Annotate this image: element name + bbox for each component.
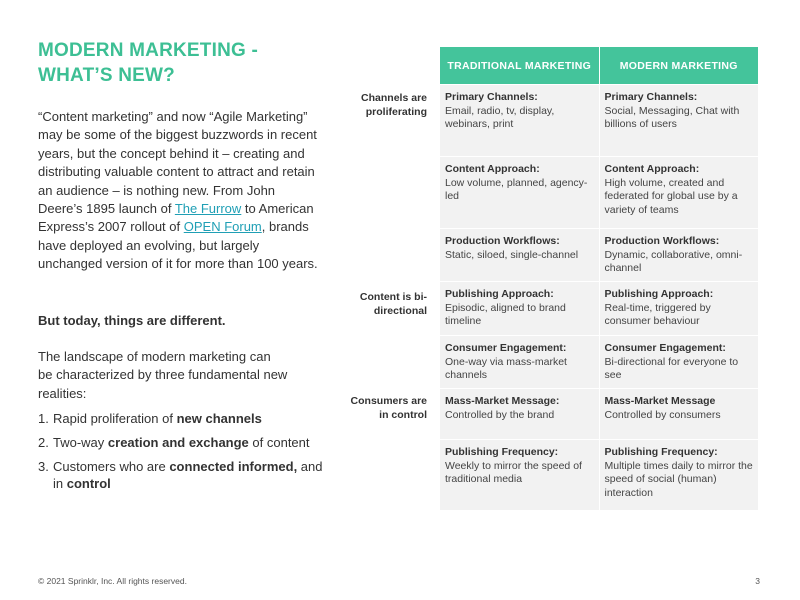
cell-heading: Primary Channels: xyxy=(604,91,698,103)
list-bold-text: connected informed, xyxy=(169,459,298,474)
cell-body: Multiple times daily to mirror the speed of social (human) interaction xyxy=(604,459,753,499)
cell-heading: Production Workflows: xyxy=(604,235,720,247)
list-text: of content xyxy=(248,435,310,450)
cell-heading: Publishing Approach: xyxy=(604,288,714,300)
list-number: 1. xyxy=(38,411,49,426)
table-cell-modern xyxy=(599,440,759,510)
table-cell-traditional xyxy=(440,389,599,439)
intro-text-1: “Content marketing” and now “Agile Marketing” may be some of the biggest buzzwords in recent years, but the concept behind it – creating and distributing valuable content to attract and retain an audience – is nothing new. From John Deere’s 1895 launch of xyxy=(38,109,317,217)
page-number: 3 xyxy=(755,576,760,586)
table-row xyxy=(440,281,758,335)
landscape-paragraph: The landscape of modern marketing can be characterized by three fundamental new realities: xyxy=(38,349,288,401)
list-number: 2. xyxy=(38,435,49,450)
cell-heading: Content Approach: xyxy=(604,163,700,175)
list-bold-text: creation and exchange xyxy=(107,435,249,450)
cell-body: Real-time, triggered by consumer behaviour xyxy=(604,301,711,328)
cell-body: Episodic, aligned to brand timeline xyxy=(445,301,566,328)
table-row xyxy=(440,388,758,439)
cell-body: Controlled by consumers xyxy=(604,408,721,421)
table-row xyxy=(440,335,758,388)
table-row xyxy=(440,228,758,281)
cell-body: Social, Messaging, Chat with billions of users xyxy=(604,104,740,131)
table-row xyxy=(440,84,758,156)
header-modern-marketing: MODERN MARKETING xyxy=(599,47,759,84)
table-cell-modern xyxy=(599,336,759,388)
cell-heading: Consumer Engagement: xyxy=(445,342,567,354)
cell-heading: Publishing Frequency: xyxy=(604,446,718,458)
table-cell-modern xyxy=(599,282,759,335)
title-line-1: MODERN MARKETING - xyxy=(38,40,258,61)
list-text: Rapid proliferation of xyxy=(53,411,177,426)
cell-heading: Mass-Market Message: xyxy=(445,395,560,407)
row-label-channels: Channels are proliferating xyxy=(361,92,427,118)
list-text: Customers who are xyxy=(53,459,170,474)
page-title xyxy=(38,38,298,88)
table-cell-traditional xyxy=(440,157,599,228)
intro-paragraph xyxy=(38,108,323,274)
list-text: Two-way xyxy=(53,435,108,450)
cell-heading: Primary Channels: xyxy=(445,91,538,103)
list-number: 3. xyxy=(38,459,49,474)
cell-heading: Publishing Frequency: xyxy=(445,446,559,458)
cell-body: Weekly to mirror the speed of traditional media xyxy=(445,459,582,486)
cell-heading: Content Approach: xyxy=(445,163,540,175)
table-cell-modern xyxy=(599,157,759,228)
realities-list xyxy=(38,410,328,499)
list-text: and in xyxy=(53,459,323,491)
table-cell-traditional xyxy=(440,282,599,335)
cell-heading: Consumer Engagement: xyxy=(604,342,726,354)
list-item xyxy=(38,434,328,451)
table-cell-traditional xyxy=(440,440,599,510)
table-cell-modern xyxy=(599,389,759,439)
cell-body: Dynamic, collaborative, omni-channel xyxy=(604,248,743,275)
list-item xyxy=(38,458,328,492)
table-row xyxy=(440,156,758,228)
header-traditional-marketing: TRADITIONAL MARKETING xyxy=(440,47,599,84)
open-forum-link[interactable]: OPEN Forum xyxy=(183,219,262,235)
table-row xyxy=(440,439,758,510)
cell-heading: Production Workflows: xyxy=(445,235,560,247)
comparison-table xyxy=(440,47,758,510)
intro-text-3: , brands have deployed an evolving, but largely unchanged version of it for more than 100 years. xyxy=(38,219,318,272)
row-label-content: Content is bi-directional xyxy=(359,291,427,317)
the-furrow-link[interactable]: The Furrow xyxy=(174,201,242,217)
cell-body: Controlled by the brand xyxy=(445,408,555,421)
cell-body: Bi-directional for everyone to see xyxy=(604,355,739,382)
cell-heading: Mass-Market Message xyxy=(604,395,716,407)
intro-text-2: to American Express’s 2007 rollout of xyxy=(38,201,314,235)
cell-body: Low volume, planned, agency-led xyxy=(445,176,588,203)
title-line-2: WHAT’S NEW? xyxy=(38,65,175,86)
list-item xyxy=(38,410,328,427)
emphasis-text: But today, things are different. xyxy=(38,313,226,328)
table-cell-modern xyxy=(599,85,759,156)
cell-body: One-way via mass-market channels xyxy=(445,355,567,382)
cell-heading: Publishing Approach: xyxy=(445,288,554,300)
cell-body: High volume, created and federated for global use by a variety of teams xyxy=(604,176,738,216)
table-cell-modern xyxy=(599,229,759,281)
table-cell-traditional xyxy=(440,336,599,388)
list-bold-text: control xyxy=(66,476,111,491)
list-bold-text: new channels xyxy=(176,411,262,426)
row-label-consumers: Consumers are in control xyxy=(350,395,427,421)
copyright-footer: © 2021 Sprinklr, Inc. All rights reserved. xyxy=(38,576,187,586)
table-cell-traditional xyxy=(440,229,599,281)
table-header xyxy=(440,47,758,84)
cell-body: Static, siloed, single-channel xyxy=(445,248,579,261)
cell-body: Email, radio, tv, display, webinars, print xyxy=(445,104,555,131)
table-cell-traditional xyxy=(440,85,599,156)
